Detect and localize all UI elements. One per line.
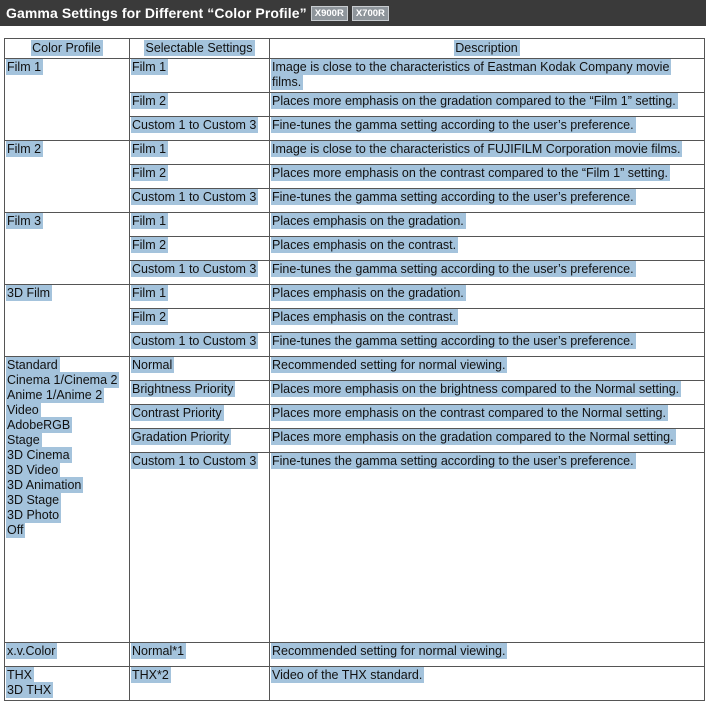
selectable-setting-cell: Contrast Priority [130, 405, 270, 429]
selectable-setting-cell: Custom 1 to Custom 3 [130, 189, 270, 213]
model-badge-x700r: X700R [352, 6, 389, 21]
selectable-setting-cell: Film 2 [130, 165, 270, 189]
description-cell: Places more emphasis on the contrast compared to the Normal setting. [270, 405, 705, 429]
description-cell: Image is close to the characteristics of FUJIFILM Corporation movie films. [270, 141, 705, 165]
color-profile-name: Video [7, 403, 39, 417]
description-cell: Places emphasis on the contrast. [270, 309, 705, 333]
table-row [5, 667, 705, 701]
selectable-setting-cell: Custom 1 to Custom 3 [130, 333, 270, 357]
color-profile-cell [5, 141, 130, 213]
color-profile-cell [5, 213, 130, 285]
selectable-setting-cell: Film 2 [130, 237, 270, 261]
color-profile-name: 3D Film [7, 286, 51, 300]
description-cell: Fine-tunes the gamma setting according to the user’s preference. [270, 189, 705, 213]
table-body [5, 59, 705, 701]
table-row [5, 213, 705, 237]
color-profile-name: AdobeRGB [7, 418, 71, 432]
selectable-setting-cell: Film 1 [130, 59, 270, 93]
description-cell: Places more emphasis on the brightness compared to the Normal setting. [270, 381, 705, 405]
color-profile-name: x.v.Color [7, 644, 56, 658]
description-cell: Fine-tunes the gamma setting according to the user’s preference. [270, 261, 705, 285]
description-cell: Places emphasis on the contrast. [270, 237, 705, 261]
model-badge-x900r: X900R [311, 6, 348, 21]
description-cell: Recommended setting for normal viewing. [270, 357, 705, 381]
color-profile-name: Cinema 1/Cinema 2 [7, 373, 118, 387]
color-profile-cell [5, 643, 130, 667]
color-profile-name: 3D THX [7, 683, 52, 697]
color-profile-name: 3D Stage [7, 493, 60, 507]
table-row [5, 357, 705, 381]
selectable-setting-cell: Film 1 [130, 213, 270, 237]
color-profile-name: Standard [7, 358, 58, 372]
table-row [5, 643, 705, 667]
color-profile-name: 3D Cinema [7, 448, 70, 462]
description-cell: Fine-tunes the gamma setting according to the user’s preference. [270, 333, 705, 357]
column-header-description: Description [270, 39, 705, 59]
color-profile-name: Film 1 [7, 60, 42, 74]
description-cell: Fine-tunes the gamma setting according to the user’s preference. [270, 117, 705, 141]
description-cell: Image is close to the characteristics of Eastman Kodak Company movie films. [270, 59, 705, 93]
column-header-selectable-settings: Selectable Settings [130, 39, 270, 59]
selectable-setting-cell: Normal [130, 357, 270, 381]
section-title: Gamma Settings for Different “Color Profile” [6, 5, 307, 21]
selectable-setting-cell: Custom 1 to Custom 3 [130, 261, 270, 285]
color-profile-cell [5, 59, 130, 141]
selectable-setting-cell: Film 2 [130, 309, 270, 333]
selectable-setting-cell: THX*2 [130, 667, 270, 701]
table-header-row [5, 39, 705, 59]
color-profile-name: 3D Animation [7, 478, 82, 492]
selectable-setting-cell: Custom 1 to Custom 3 [130, 453, 270, 643]
color-profile-name: Film 3 [7, 214, 42, 228]
gamma-settings-table [4, 38, 705, 701]
description-cell: Fine-tunes the gamma setting according to the user’s preference. [270, 453, 705, 643]
color-profile-name: Anime 1/Anime 2 [7, 388, 103, 402]
selectable-setting-cell: Brightness Priority [130, 381, 270, 405]
selectable-setting-cell: Custom 1 to Custom 3 [130, 117, 270, 141]
color-profile-cell [5, 285, 130, 357]
color-profile-name: Stage [7, 433, 40, 447]
description-cell: Places more emphasis on the contrast compared to the “Film 1” setting. [270, 165, 705, 189]
description-cell: Recommended setting for normal viewing. [270, 643, 705, 667]
selectable-setting-cell: Film 1 [130, 285, 270, 309]
column-header-color-profile: Color Profile [5, 39, 130, 59]
color-profile-name: 3D Photo [7, 508, 60, 522]
table-row [5, 285, 705, 309]
selectable-setting-cell: Gradation Priority [130, 429, 270, 453]
color-profile-name: Film 2 [7, 142, 42, 156]
color-profile-cell [5, 357, 130, 643]
description-cell: Places more emphasis on the gradation compared to the Normal setting. [270, 429, 705, 453]
description-cell: Video of the THX standard. [270, 667, 705, 701]
description-cell: Places emphasis on the gradation. [270, 285, 705, 309]
color-profile-name: 3D Video [7, 463, 59, 477]
description-cell: Places more emphasis on the gradation compared to the “Film 1” setting. [270, 93, 705, 117]
color-profile-name: Off [7, 523, 24, 537]
section-header [0, 0, 706, 26]
color-profile-name: THX [7, 668, 32, 682]
color-profile-cell [5, 667, 130, 701]
selectable-setting-cell: Film 1 [130, 141, 270, 165]
table-row [5, 59, 705, 93]
table-row [5, 141, 705, 165]
selectable-setting-cell: Film 2 [130, 93, 270, 117]
description-cell: Places emphasis on the gradation. [270, 213, 705, 237]
selectable-setting-cell: Normal*1 [130, 643, 270, 667]
